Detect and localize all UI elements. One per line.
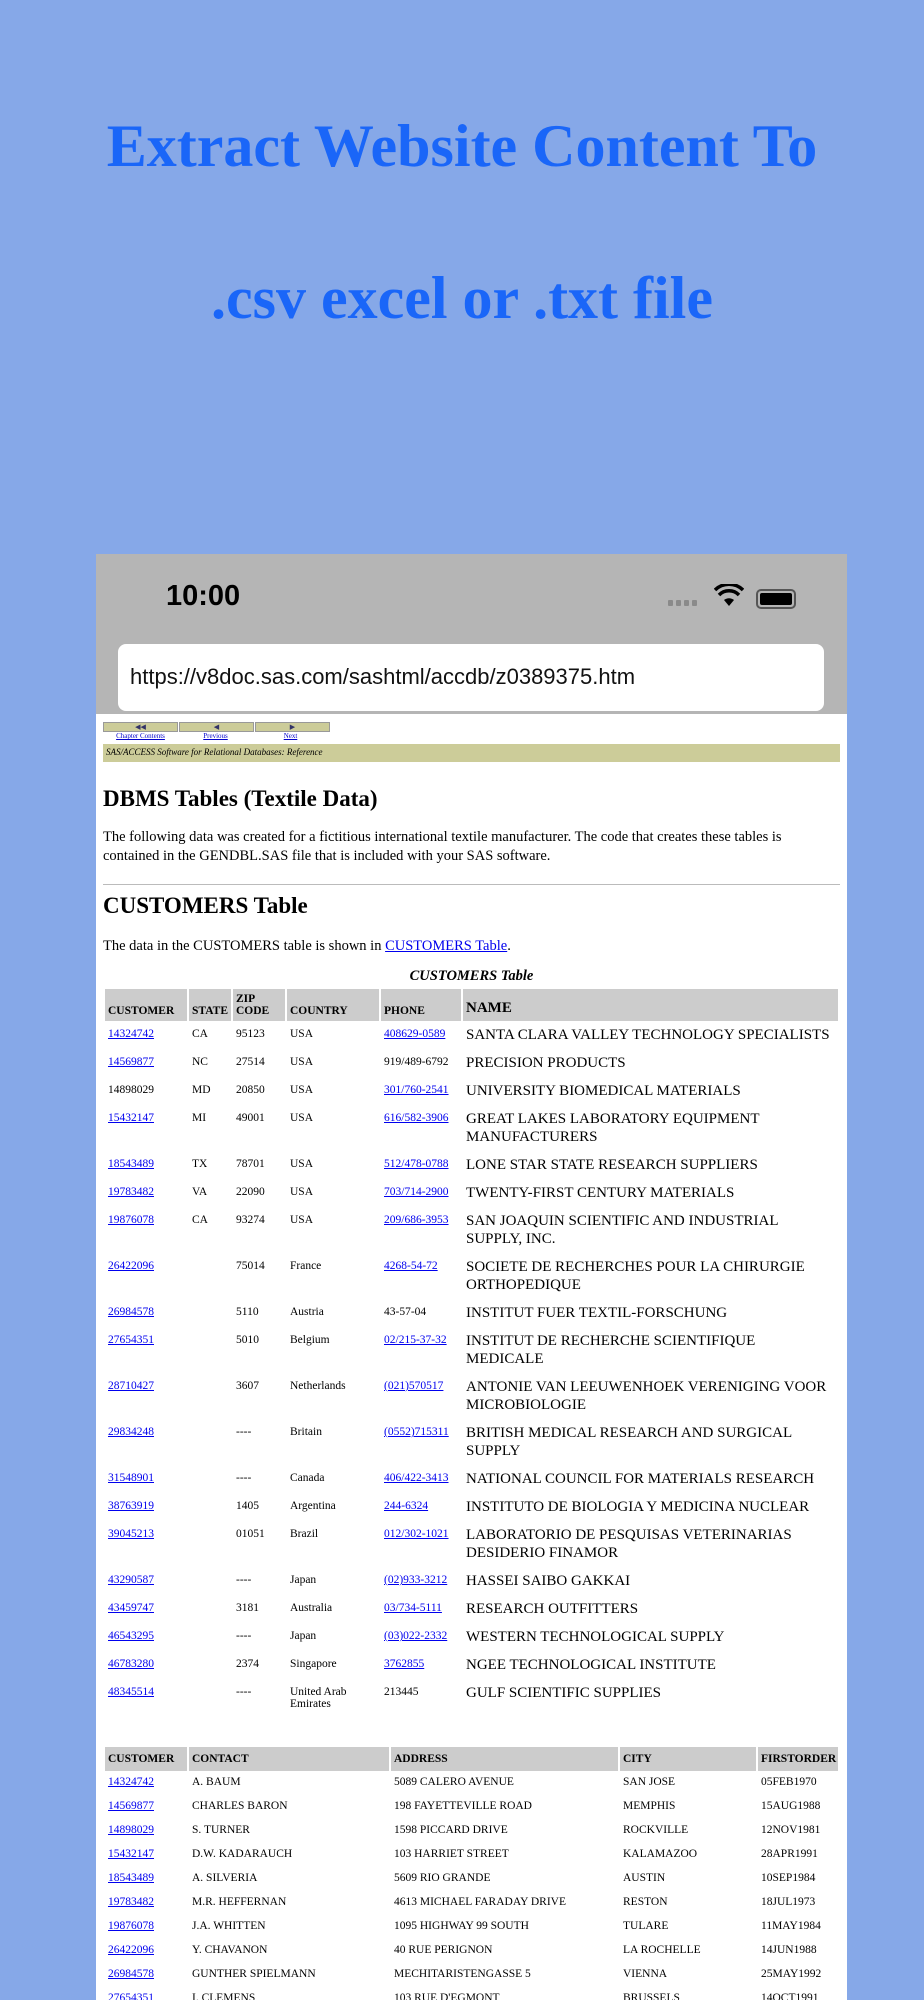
cell-zip-code: 3607 — [236, 1380, 259, 1392]
cell-phone — [381, 1255, 461, 1299]
cell-state — [189, 1301, 231, 1327]
cell-customer — [105, 1797, 187, 1819]
cell-state — [189, 1495, 231, 1521]
cell-city: LA ROCHELLE — [623, 1944, 701, 1956]
next-link[interactable]: Next — [283, 732, 298, 740]
table-row — [105, 1989, 838, 2000]
customer-link[interactable]: 28710427 — [108, 1380, 154, 1392]
customer-link[interactable]: 19783482 — [108, 1896, 154, 1908]
cell-address: 4613 MICHAEL FARADAY DRIVE — [394, 1896, 566, 1908]
cell-phone — [381, 1467, 461, 1493]
table-row — [105, 1965, 838, 1987]
cell-zip-code: 20850 — [236, 1084, 265, 1096]
cell-customer — [105, 1965, 187, 1987]
intro-text: The following data was created for a fictitious international textile manufacturer. The code that creates these tables is contained in the GENDBL.SAS file that is included with your SAS software. — [103, 829, 782, 864]
cell-state — [189, 1681, 231, 1715]
table-row — [105, 1023, 838, 1049]
cell-name: TWENTY-FIRST CENTURY MATERIALS — [466, 1185, 735, 1201]
cell-city: BRUSSELS — [623, 1992, 680, 2000]
customer-link[interactable]: 43290587 — [108, 1574, 154, 1586]
table-row — [105, 1079, 838, 1105]
cell-city: ROCKVILLE — [623, 1824, 689, 1836]
page-title: DBMS Tables (Textile Data) — [103, 786, 378, 811]
phone-link[interactable]: 244-6324 — [384, 1500, 429, 1512]
cell-firstorder: 11MAY1984 — [761, 1920, 821, 1932]
divider — [103, 884, 840, 885]
table-row — [105, 1301, 838, 1327]
cell-zip-code: 3181 — [236, 1602, 259, 1614]
cell-customer — [105, 1917, 187, 1939]
cell-country: USA — [290, 1186, 314, 1198]
previous-button[interactable]: ◀ — [179, 722, 254, 732]
cell-customer — [105, 1893, 187, 1915]
cell-country: Netherlands — [290, 1380, 346, 1392]
cell-customer — [105, 1941, 187, 1963]
cell-firstorder: 14OCT1991 — [761, 1992, 819, 2000]
headline-line-1: Extract Website Content To — [106, 113, 818, 179]
cell-firstorder: 25MAY1992 — [761, 1968, 822, 1980]
cell-zip-code: 27514 — [236, 1056, 265, 1068]
cell-name: NGEE TECHNOLOGICAL INSTITUTE — [466, 1657, 716, 1673]
cell-country: Australia — [290, 1602, 333, 1614]
cell-phone — [381, 1181, 461, 1207]
cell-phone — [381, 1495, 461, 1521]
customer-link[interactable]: 27654351 — [108, 1992, 154, 2000]
phone-link[interactable]: 3762855 — [384, 1658, 425, 1670]
cell-address: 103 RUE D'EGMONT — [394, 1992, 500, 2000]
cell-state — [189, 1255, 231, 1299]
customer-link[interactable]: 39045213 — [108, 1528, 154, 1540]
customer-link[interactable]: 31548901 — [108, 1472, 154, 1484]
cell-name: LABORATORIO DE PESQUISAS VETERINARIAS DESIDERIO FINAMOR — [466, 1527, 792, 1561]
cell-firstorder: 10SEP1984 — [761, 1872, 816, 1884]
phone-link[interactable]: (0552)715311 — [384, 1426, 449, 1438]
cell-customer — [105, 1301, 187, 1327]
cell-zip-code: 1405 — [236, 1500, 259, 1512]
phone-link[interactable]: 209/686-3953 — [384, 1214, 449, 1226]
customer-link[interactable]: 43459747 — [108, 1602, 154, 1614]
cell-contact: S. TURNER — [192, 1824, 250, 1836]
cell-phone — [381, 1597, 461, 1623]
cell-name: INSTITUTO DE BIOLOGIA Y MEDICINA NUCLEAR — [466, 1499, 810, 1515]
cell-customer — [105, 1023, 187, 1049]
cell-customer — [105, 1209, 187, 1253]
first-button[interactable]: ◀◀ — [103, 722, 178, 732]
customer-link[interactable]: 18543489 — [108, 1872, 154, 1884]
doc-banner: SAS/ACCESS Software for Relational Databases: Reference — [103, 744, 840, 762]
cell-phone — [381, 1375, 461, 1419]
cell-name: GREAT LAKES LABORATORY EQUIPMENT MANUFACTURERS — [466, 1111, 760, 1145]
cell-contact: A. BAUM — [192, 1776, 241, 1788]
cell-firstorder: 12NOV1981 — [761, 1824, 821, 1836]
cell-state: MD — [192, 1084, 211, 1096]
customer-link[interactable]: 14324742 — [108, 1776, 154, 1788]
cell-zip-code: 5110 — [236, 1306, 259, 1318]
cell-address: MECHITARISTENGASSE 5 — [394, 1968, 531, 1980]
phone-link[interactable]: (021)570517 — [384, 1380, 444, 1392]
cell-country: Singapore — [290, 1658, 337, 1670]
cell-name: SAN JOAQUIN SCIENTIFIC AND INDUSTRIAL SUPPLY, INC. — [466, 1213, 778, 1247]
customer-link[interactable]: 26984578 — [108, 1968, 154, 1980]
cell-zip-code: ---- — [236, 1574, 252, 1586]
cell-state — [189, 1625, 231, 1651]
status-bar — [96, 554, 847, 714]
status-time: 10:00 — [166, 580, 241, 612]
cell-address: 5609 RIO GRANDE — [394, 1872, 491, 1884]
cell-phone — [381, 1209, 461, 1253]
customer-link[interactable]: 14324742 — [108, 1028, 154, 1040]
cell-phone — [381, 1107, 461, 1151]
cell-state — [189, 1523, 231, 1567]
cell-state: TX — [192, 1158, 208, 1170]
cell-country: Brazil — [290, 1528, 319, 1540]
table-row — [105, 1181, 838, 1207]
cell-name: ANTONIE VAN LEEUWENHOEK VERENIGING VOOR MICROBIOLOGIE — [466, 1379, 827, 1413]
cell-address: 103 HARRIET STREET — [394, 1848, 509, 1860]
cell-firstorder: 28APR1991 — [761, 1848, 818, 1860]
cell-name: PRECISION PRODUCTS — [466, 1055, 626, 1071]
cell-contact: GUNTHER SPIELMANN — [192, 1968, 316, 1980]
customer-link[interactable]: 26422096 — [108, 1944, 154, 1956]
customer-link[interactable]: 18543489 — [108, 1158, 154, 1170]
cell-country: Belgium — [290, 1334, 330, 1346]
column-header-country: COUNTRY — [287, 989, 379, 1021]
cell-name: SANTA CLARA VALLEY TECHNOLOGY SPECIALISTS — [466, 1027, 830, 1043]
cell-city: KALAMAZOO — [623, 1848, 698, 1860]
customers-table-link[interactable]: CUSTOMERS Table — [385, 938, 508, 954]
cell-phone: 213445 — [384, 1686, 419, 1698]
cell-country: USA — [290, 1214, 314, 1226]
cell-customer — [105, 1773, 187, 1795]
phone-link[interactable]: 408629-0589 — [384, 1028, 446, 1040]
table-row — [105, 1255, 838, 1299]
customer-link[interactable]: 26422096 — [108, 1260, 154, 1272]
signal-icon — [668, 600, 697, 606]
cell-phone — [381, 1023, 461, 1049]
cell-customer — [105, 1569, 187, 1595]
cell-phone: 43-57-04 — [384, 1306, 427, 1318]
cell-phone — [381, 1523, 461, 1567]
cell-state: CA — [192, 1028, 208, 1040]
cell-customer — [105, 1051, 187, 1077]
customers-contact-table — [103, 1745, 840, 2000]
cell-phone — [381, 1569, 461, 1595]
web-content — [96, 714, 847, 2000]
cell-name: INSTITUT FUER TEXTIL-FORSCHUNG — [466, 1305, 728, 1321]
cell-country: Japan — [290, 1574, 317, 1586]
cell-country: United Arab Emirates — [290, 1686, 347, 1710]
cell-address: 40 RUE PERIGNON — [394, 1944, 493, 1956]
cell-zip-code: ---- — [236, 1472, 252, 1484]
cell-country: Britain — [290, 1426, 322, 1438]
column-header-firstorder: FIRSTORDER — [758, 1747, 838, 1771]
customer-link[interactable]: 27654351 — [108, 1334, 154, 1346]
phone-link[interactable]: 703/714-2900 — [384, 1186, 449, 1198]
cell-customer — [105, 1821, 187, 1843]
table-row — [105, 1845, 838, 1867]
table-row — [105, 1625, 838, 1651]
headline-line-2: .csv excel or .txt file — [210, 265, 713, 331]
phone-screenshot — [96, 554, 847, 2000]
table-caption: CUSTOMERS Table — [409, 968, 534, 984]
cell-city: MEMPHIS — [623, 1800, 676, 1812]
cell-customer — [105, 1845, 187, 1867]
section-text-pre: The data in the CUSTOMERS table is shown in — [103, 938, 386, 954]
cell-name: WESTERN TECHNOLOGICAL SUPPLY — [466, 1629, 725, 1645]
cell-contact: J.A. WHITTEN — [192, 1920, 266, 1932]
phone-link[interactable]: 512/478-0788 — [384, 1158, 449, 1170]
cell-country: France — [290, 1260, 322, 1272]
cell-name: LONE STAR STATE RESEARCH SUPPLIERS — [466, 1157, 758, 1173]
cell-phone: 919/489-6792 — [384, 1056, 449, 1068]
cell-customer — [105, 1653, 187, 1679]
cell-name: NATIONAL COUNCIL FOR MATERIALS RESEARCH — [466, 1471, 815, 1487]
customer-link[interactable]: 14569877 — [108, 1800, 154, 1812]
table-row — [105, 1209, 838, 1253]
cell-phone — [381, 1625, 461, 1651]
cell-customer — [105, 1329, 187, 1373]
section-title: CUSTOMERS Table — [103, 893, 308, 918]
table-row — [105, 1467, 838, 1493]
cell-phone — [381, 1329, 461, 1373]
cell-customer — [105, 1597, 187, 1623]
phone-link[interactable]: (03)022-2332 — [384, 1630, 448, 1642]
cell-customer — [105, 1255, 187, 1299]
table-row — [105, 1797, 838, 1819]
customer-link[interactable]: 26984578 — [108, 1306, 154, 1318]
next-button[interactable]: ▶ — [255, 722, 330, 732]
table-row — [105, 1107, 838, 1151]
phone-link[interactable]: 012/302-1021 — [384, 1528, 449, 1540]
cell-city: TULARE — [623, 1920, 669, 1932]
table-row — [105, 1869, 838, 1891]
cell-name: GULF SCIENTIFIC SUPPLIES — [466, 1685, 662, 1701]
cell-zip-code: 78701 — [236, 1158, 265, 1170]
cell-state: NC — [192, 1056, 208, 1068]
cell-contact: CHARLES BARON — [192, 1800, 288, 1812]
cell-customer: 14898029 — [108, 1084, 154, 1096]
column-header-city: CITY — [620, 1747, 756, 1771]
cell-contact: I. CLEMENS — [192, 1992, 256, 2000]
cell-name: RESEARCH OUTFITTERS — [466, 1601, 639, 1617]
table-row — [105, 1375, 838, 1419]
cell-phone — [381, 1153, 461, 1179]
table-row — [105, 1421, 838, 1465]
customers-table — [103, 987, 840, 1717]
table-row — [105, 1329, 838, 1373]
customer-link[interactable]: 46783280 — [108, 1658, 154, 1670]
cell-state: VA — [192, 1186, 208, 1198]
cell-zip-code: 2374 — [236, 1658, 259, 1670]
cell-state — [189, 1569, 231, 1595]
column-header-name: NAME — [463, 989, 838, 1021]
customer-link[interactable]: 19876078 — [108, 1214, 154, 1226]
cell-state — [189, 1467, 231, 1493]
cell-phone — [381, 1079, 461, 1105]
table-row — [105, 1941, 838, 1963]
cell-address: 198 FAYETTEVILLE ROAD — [394, 1800, 532, 1812]
phone-link[interactable]: 02/215-37-32 — [384, 1334, 447, 1346]
cell-zip-code: ---- — [236, 1426, 252, 1438]
cell-address: 5089 CALERO AVENUE — [394, 1776, 514, 1788]
cell-country: USA — [290, 1056, 314, 1068]
customer-link[interactable]: 19876078 — [108, 1920, 154, 1932]
table-row — [105, 1597, 838, 1623]
phone-link[interactable]: 406/422-3413 — [384, 1472, 449, 1484]
cell-firstorder: 05FEB1970 — [761, 1776, 817, 1788]
customer-link[interactable]: 38763919 — [108, 1500, 154, 1512]
cell-state — [189, 1375, 231, 1419]
cell-name: HASSEI SAIBO GAKKAI — [466, 1573, 631, 1589]
cell-city: AUSTIN — [623, 1872, 666, 1884]
table-row — [105, 1653, 838, 1679]
cell-address: 1095 HIGHWAY 99 SOUTH — [394, 1920, 529, 1932]
cell-name: SOCIETE DE RECHERCHES POUR LA CHIRURGIE ORTHOPEDIQUE — [466, 1259, 805, 1293]
cell-state — [189, 1597, 231, 1623]
cell-country: USA — [290, 1028, 314, 1040]
column-header-customer: CUSTOMER — [105, 989, 187, 1021]
chapter-contents-link[interactable]: Chapter Contents — [116, 732, 165, 740]
cell-customer — [105, 1467, 187, 1493]
battery-icon — [756, 589, 796, 609]
column-header-zip-code: ZIP CODE — [233, 989, 285, 1021]
cell-state — [189, 1421, 231, 1465]
cell-customer — [105, 1625, 187, 1651]
cell-name: UNIVERSITY BIOMEDICAL MATERIALS — [466, 1083, 741, 1099]
table-row — [105, 1917, 838, 1939]
cell-contact: A. SILVERIA — [192, 1872, 258, 1884]
table-row — [105, 1893, 838, 1915]
cell-customer — [105, 1153, 187, 1179]
cell-contact: D.W. KADARAUCH — [192, 1848, 293, 1860]
customer-link[interactable]: 46543295 — [108, 1630, 154, 1642]
previous-link[interactable]: Previous — [203, 732, 228, 740]
cell-customer — [105, 1495, 187, 1521]
table-row — [105, 1821, 838, 1843]
cell-customer — [105, 1523, 187, 1567]
cell-customer — [105, 1989, 187, 2000]
cell-name: INSTITUT DE RECHERCHE SCIENTIFIQUE MEDICALE — [466, 1333, 756, 1367]
phone-link[interactable]: 616/582-3906 — [384, 1112, 449, 1124]
cell-city: RESTON — [623, 1896, 668, 1908]
cell-address: 1598 PICCARD DRIVE — [394, 1824, 508, 1836]
table-row — [105, 1569, 838, 1595]
table-row — [105, 1681, 838, 1715]
cell-zip-code: 5010 — [236, 1334, 259, 1346]
cell-customer — [105, 1681, 187, 1715]
customer-link[interactable]: 15432147 — [108, 1112, 154, 1124]
table-row — [105, 1523, 838, 1567]
phone-link[interactable]: 4268-54-72 — [384, 1260, 438, 1272]
customer-link[interactable]: 15432147 — [108, 1848, 154, 1860]
cell-city: SAN JOSE — [623, 1776, 676, 1788]
customer-link[interactable]: 19783482 — [108, 1186, 154, 1198]
section-text-post: . — [507, 938, 511, 954]
customer-link[interactable]: 14898029 — [108, 1824, 154, 1836]
cell-firstorder: 18JUL1973 — [761, 1896, 816, 1908]
column-header-customer: CUSTOMER — [105, 1747, 187, 1771]
table-row — [105, 1051, 838, 1077]
column-header-phone: PHONE — [381, 989, 461, 1021]
cell-state — [189, 1653, 231, 1679]
cell-country: USA — [290, 1084, 314, 1096]
cell-phone — [381, 1653, 461, 1679]
cell-zip-code: 01051 — [236, 1528, 265, 1540]
cell-firstorder: 15AUG1988 — [761, 1800, 821, 1812]
cell-phone — [381, 1421, 461, 1465]
cell-state — [189, 1329, 231, 1373]
cell-country: Japan — [290, 1630, 317, 1642]
customer-link[interactable]: 29834248 — [108, 1426, 154, 1438]
cell-firstorder: 14JUN1988 — [761, 1944, 817, 1956]
cell-contact: Y. CHAVANON — [192, 1944, 268, 1956]
table-row — [105, 1773, 838, 1795]
cell-customer — [105, 1421, 187, 1465]
cell-zip-code: ---- — [236, 1686, 252, 1698]
phone-link[interactable]: 03/734-5111 — [384, 1602, 442, 1614]
cell-zip-code: ---- — [236, 1630, 252, 1642]
cell-city: VIENNA — [623, 1968, 668, 1980]
table-row — [105, 1495, 838, 1521]
cell-zip-code: 75014 — [236, 1260, 265, 1272]
cell-state: MI — [192, 1112, 207, 1124]
cell-country: USA — [290, 1112, 314, 1124]
column-header-contact: CONTACT — [189, 1747, 389, 1771]
table-row — [105, 1153, 838, 1179]
phone-link[interactable]: (02)933-3212 — [384, 1574, 448, 1586]
column-header-state: STATE — [189, 989, 231, 1021]
column-header-address: ADDRESS — [391, 1747, 618, 1771]
cell-contact: M.R. HEFFERNAN — [192, 1896, 287, 1908]
cell-country: Austria — [290, 1306, 324, 1318]
customer-link[interactable]: 14569877 — [108, 1056, 154, 1068]
cell-country: USA — [290, 1158, 314, 1170]
section-text — [103, 937, 840, 956]
cell-country: Argentina — [290, 1500, 336, 1512]
cell-state: CA — [192, 1214, 208, 1226]
cell-customer — [105, 1107, 187, 1151]
customer-link[interactable]: 48345514 — [108, 1686, 154, 1698]
cell-zip-code: 93274 — [236, 1214, 265, 1226]
cell-customer — [105, 1181, 187, 1207]
cell-country: Canada — [290, 1472, 325, 1484]
phone-link[interactable]: 301/760-2541 — [384, 1084, 449, 1096]
cell-name: BRITISH MEDICAL RESEARCH AND SURGICAL SUPPLY — [466, 1425, 792, 1459]
cell-customer — [105, 1375, 187, 1419]
cell-zip-code: 49001 — [236, 1112, 265, 1124]
cell-zip-code: 22090 — [236, 1186, 265, 1198]
cell-customer — [105, 1869, 187, 1891]
url-bar[interactable]: https://v8doc.sas.com/sashtml/accdb/z0389375.htm — [118, 644, 824, 711]
cell-zip-code: 95123 — [236, 1028, 265, 1040]
wifi-icon — [714, 584, 744, 608]
